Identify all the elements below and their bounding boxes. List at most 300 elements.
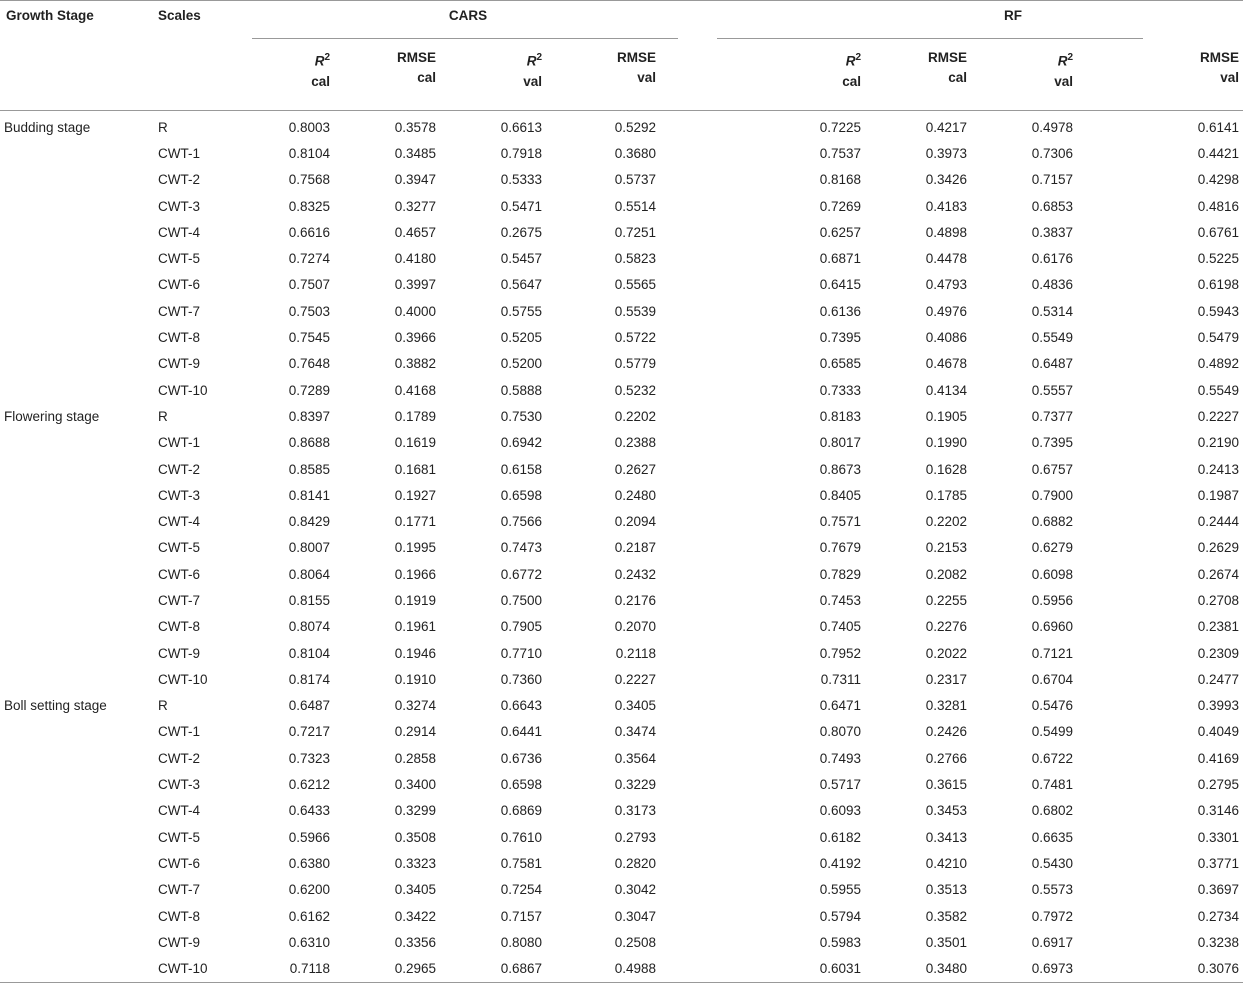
value-cell: 0.3076 xyxy=(1101,956,1243,983)
scale-cell: CWT-5 xyxy=(158,251,200,267)
table-row xyxy=(0,666,1243,692)
value-cell: 0.3564 xyxy=(614,750,657,766)
value-cell: 0.7679 xyxy=(819,540,862,556)
metric-name: RMSE xyxy=(617,50,657,65)
table-row xyxy=(0,403,1243,429)
spacer-cell xyxy=(684,508,783,534)
value-cell: 0.2070 xyxy=(614,619,657,635)
value-cell: 0.3299 xyxy=(394,803,436,819)
value-cell: 0.4816 xyxy=(1197,198,1240,214)
value-cell: 0.1905 xyxy=(925,408,968,424)
header-spacer xyxy=(684,1,783,49)
value-cell: 0.7453 xyxy=(819,592,862,608)
header-blank-stage xyxy=(0,48,156,111)
value-cell: 0.5888 xyxy=(500,382,542,398)
value-cell: 0.6441 xyxy=(500,724,542,740)
value-cell: 0.2675 xyxy=(500,224,542,240)
value-cell: 0.3771 xyxy=(1197,855,1240,871)
spacer-cell xyxy=(684,798,783,824)
value-cell: 0.6487 xyxy=(1031,356,1074,372)
scale-cell: CWT-2 xyxy=(158,172,200,188)
value-cell: 0.7157 xyxy=(500,908,542,924)
spacer-cell xyxy=(684,219,783,245)
value-cell: 0.7121 xyxy=(1031,645,1074,661)
value-cell: 0.5200 xyxy=(500,356,542,372)
metric-dataset: val xyxy=(523,73,542,89)
value-cell: 0.2627 xyxy=(614,461,657,477)
value-cell: 0.2202 xyxy=(925,514,968,530)
table-row xyxy=(0,535,1243,561)
growth-stage-cell xyxy=(0,850,156,876)
metric-name: R xyxy=(1057,53,1068,69)
spacer-cell xyxy=(684,956,783,983)
value-cell: 0.5314 xyxy=(1031,303,1074,319)
value-cell: 0.2227 xyxy=(614,671,657,687)
table-row xyxy=(0,193,1243,219)
table-row xyxy=(0,745,1243,771)
table-row xyxy=(0,798,1243,824)
value-cell: 0.6487 xyxy=(288,698,330,714)
value-cell: 0.5205 xyxy=(500,330,542,346)
value-cell: 0.4168 xyxy=(394,382,436,398)
value-cell: 0.3508 xyxy=(394,829,436,845)
metric-superscript: 2 xyxy=(855,52,862,63)
value-cell: 0.4000 xyxy=(394,303,436,319)
value-cell: 0.1995 xyxy=(394,540,436,556)
value-cell: 0.4086 xyxy=(925,330,968,346)
metric-dataset: cal xyxy=(842,73,862,89)
value-cell: 0.6869 xyxy=(500,803,542,819)
value-cell: 0.3997 xyxy=(394,277,436,293)
value-cell: 0.4657 xyxy=(394,224,436,240)
spacer-cell xyxy=(684,614,783,640)
value-cell: 0.6198 xyxy=(1197,277,1240,293)
value-cell: 0.8064 xyxy=(288,566,330,582)
spacer-cell xyxy=(684,245,783,271)
value-cell: 0.7225 xyxy=(819,119,862,135)
value-cell: 0.7900 xyxy=(1031,487,1074,503)
spacer-cell xyxy=(684,140,783,166)
header-rf-metric-0 xyxy=(783,48,889,111)
value-cell: 0.7566 xyxy=(500,514,542,530)
value-cell: 0.2480 xyxy=(614,487,657,503)
value-cell: 0.3615 xyxy=(925,777,968,793)
table-row xyxy=(0,456,1243,482)
scale-cell: R xyxy=(158,408,168,424)
value-cell: 0.6200 xyxy=(288,882,330,898)
value-cell: 0.3173 xyxy=(614,803,657,819)
growth-stage-cell xyxy=(0,482,156,508)
value-cell: 0.6736 xyxy=(500,750,542,766)
value-cell: 0.5573 xyxy=(1031,882,1074,898)
value-cell: 0.7503 xyxy=(288,303,330,319)
value-cell: 0.6162 xyxy=(288,908,330,924)
value-cell: 0.6867 xyxy=(464,956,570,983)
value-cell: 0.7507 xyxy=(288,277,330,293)
growth-stage-cell: Flowering stage xyxy=(4,408,100,424)
scale-cell: R xyxy=(158,119,168,135)
value-cell: 0.5430 xyxy=(1031,855,1074,871)
value-cell: 0.5955 xyxy=(819,882,862,898)
value-cell: 0.7918 xyxy=(500,145,542,161)
value-cell: 0.3993 xyxy=(1197,698,1240,714)
value-cell: 0.5779 xyxy=(614,356,657,372)
growth-stage-cell xyxy=(0,956,156,983)
value-cell: 0.3513 xyxy=(925,882,968,898)
value-cell: 0.7377 xyxy=(1031,408,1074,424)
header-blank-spacer xyxy=(684,48,783,111)
growth-stage-cell xyxy=(0,587,156,613)
growth-stage-cell xyxy=(0,245,156,271)
value-cell: 0.8429 xyxy=(288,514,330,530)
value-cell: 0.2190 xyxy=(1197,435,1240,451)
scale-cell: CWT-5 xyxy=(158,829,200,845)
value-cell: 0.4898 xyxy=(925,224,968,240)
value-cell: 0.2477 xyxy=(1197,671,1240,687)
value-cell: 0.4134 xyxy=(925,382,968,398)
value-cell: 0.8007 xyxy=(288,540,330,556)
metric-dataset: cal xyxy=(948,70,968,85)
value-cell: 0.2766 xyxy=(925,750,968,766)
value-cell: 0.1910 xyxy=(394,671,436,687)
value-cell: 0.3400 xyxy=(394,777,436,793)
value-cell: 0.5232 xyxy=(614,382,657,398)
value-cell: 0.7473 xyxy=(500,540,542,556)
scale-cell: CWT-10 xyxy=(158,671,208,687)
value-cell: 0.3453 xyxy=(925,803,968,819)
value-cell: 0.6093 xyxy=(819,803,862,819)
value-cell: 0.4478 xyxy=(925,251,968,267)
growth-stage-cell xyxy=(0,877,156,903)
value-cell: 0.4421 xyxy=(1197,145,1240,161)
growth-stage-cell xyxy=(0,140,156,166)
spacer-cell xyxy=(684,850,783,876)
value-cell: 0.7972 xyxy=(1031,908,1074,924)
value-cell: 0.3947 xyxy=(394,172,436,188)
growth-stage-cell xyxy=(0,167,156,193)
table-row xyxy=(0,693,1243,719)
scale-cell: CWT-6 xyxy=(158,855,200,871)
scale-cell: R xyxy=(158,698,168,714)
table-row xyxy=(0,640,1243,666)
cars-group-rule xyxy=(252,38,678,39)
value-cell: 0.5943 xyxy=(1197,303,1240,319)
value-cell: 0.5823 xyxy=(614,251,657,267)
metric-name: R xyxy=(526,53,537,69)
metric-superscript: 2 xyxy=(536,52,542,63)
value-cell: 0.8397 xyxy=(288,408,330,424)
value-cell: 0.4183 xyxy=(925,198,968,214)
value-cell: 0.3480 xyxy=(889,956,995,983)
spacer-cell xyxy=(684,403,783,429)
value-cell: 0.5983 xyxy=(819,934,862,950)
value-cell: 0.1628 xyxy=(925,461,968,477)
value-cell: 0.1961 xyxy=(394,619,436,635)
value-cell: 0.5514 xyxy=(614,198,657,214)
value-cell: 0.4678 xyxy=(925,356,968,372)
growth-stage-cell xyxy=(0,745,156,771)
value-cell: 0.2508 xyxy=(614,934,657,950)
spacer-cell xyxy=(684,693,783,719)
scale-cell: CWT-10 xyxy=(158,382,208,398)
value-cell: 0.3474 xyxy=(614,724,657,740)
value-cell: 0.1919 xyxy=(394,592,436,608)
value-cell: 0.6882 xyxy=(1031,514,1074,530)
value-cell: 0.6722 xyxy=(1031,750,1074,766)
value-cell: 0.3042 xyxy=(614,882,657,898)
scale-cell: CWT-9 xyxy=(158,934,200,950)
value-cell: 0.8688 xyxy=(288,435,330,451)
value-cell: 0.5225 xyxy=(1197,251,1240,267)
spacer-cell xyxy=(684,298,783,324)
value-cell: 0.5549 xyxy=(1031,330,1074,346)
spacer-cell xyxy=(684,456,783,482)
metric-dataset: cal xyxy=(417,70,436,85)
value-cell: 0.5471 xyxy=(500,198,542,214)
value-cell: 0.7545 xyxy=(288,330,330,346)
header-cars-metric-3 xyxy=(570,48,684,111)
value-cell: 0.3837 xyxy=(1031,224,1074,240)
value-cell: 0.8155 xyxy=(288,592,330,608)
value-cell: 0.6802 xyxy=(1031,803,1074,819)
value-cell: 0.3882 xyxy=(394,356,436,372)
value-cell: 0.3281 xyxy=(925,698,968,714)
value-cell: 0.8141 xyxy=(288,487,330,503)
spacer-cell xyxy=(684,587,783,613)
value-cell: 0.5794 xyxy=(819,908,862,924)
value-cell: 0.4192 xyxy=(819,855,862,871)
value-cell: 0.7952 xyxy=(819,645,862,661)
value-cell: 0.2965 xyxy=(358,956,464,983)
value-cell: 0.6031 xyxy=(783,956,889,983)
value-cell: 0.5722 xyxy=(614,330,657,346)
growth-stage-cell xyxy=(0,298,156,324)
value-cell: 0.7395 xyxy=(819,330,862,346)
value-cell: 0.6635 xyxy=(1031,829,1074,845)
table-row xyxy=(0,351,1243,377)
value-cell: 0.2820 xyxy=(614,855,657,871)
header-blank-scale xyxy=(156,48,252,111)
value-cell: 0.6704 xyxy=(1031,671,1074,687)
value-cell: 0.5565 xyxy=(614,277,657,293)
scale-cell: CWT-4 xyxy=(158,514,200,530)
value-cell: 0.5755 xyxy=(500,303,542,319)
value-cell: 0.5647 xyxy=(500,277,542,293)
value-cell: 0.2176 xyxy=(614,592,657,608)
value-cell: 0.7254 xyxy=(500,882,542,898)
value-cell: 0.4169 xyxy=(1197,750,1240,766)
value-cell: 0.4180 xyxy=(394,251,436,267)
value-cell: 0.2187 xyxy=(614,540,657,556)
value-cell: 0.6176 xyxy=(1031,251,1074,267)
spacer-cell xyxy=(684,666,783,692)
value-cell: 0.7405 xyxy=(819,619,862,635)
value-cell: 0.8673 xyxy=(819,461,862,477)
scale-cell: CWT-1 xyxy=(158,435,200,451)
growth-stage-cell xyxy=(0,824,156,850)
value-cell: 0.7493 xyxy=(819,750,862,766)
scale-cell: CWT-3 xyxy=(158,777,200,793)
value-cell: 0.6917 xyxy=(1031,934,1074,950)
growth-stage-cell xyxy=(0,929,156,955)
value-cell: 0.6212 xyxy=(288,777,330,793)
value-cell: 0.3578 xyxy=(394,119,436,135)
value-cell: 0.8325 xyxy=(288,198,330,214)
value-cell: 0.2914 xyxy=(394,724,436,740)
value-cell: 0.2082 xyxy=(925,566,968,582)
value-cell: 0.6380 xyxy=(288,855,330,871)
growth-stage-cell xyxy=(0,561,156,587)
value-cell: 0.3697 xyxy=(1197,882,1240,898)
value-cell: 0.7251 xyxy=(614,224,657,240)
value-cell: 0.6871 xyxy=(819,251,862,267)
table-row xyxy=(0,219,1243,245)
value-cell: 0.5717 xyxy=(819,777,862,793)
value-cell: 0.1619 xyxy=(394,435,436,451)
table-row xyxy=(0,877,1243,903)
scale-cell: CWT-9 xyxy=(158,356,200,372)
growth-stage-cell xyxy=(0,193,156,219)
value-cell: 0.2094 xyxy=(614,514,657,530)
value-cell: 0.7829 xyxy=(819,566,862,582)
value-cell: 0.3277 xyxy=(394,198,436,214)
value-cell: 0.7217 xyxy=(288,724,330,740)
spacer-cell xyxy=(684,824,783,850)
value-cell: 0.1946 xyxy=(394,645,436,661)
value-cell: 0.5499 xyxy=(1031,724,1074,740)
value-cell: 0.6960 xyxy=(1031,619,1074,635)
table-row xyxy=(0,140,1243,166)
value-cell: 0.1771 xyxy=(394,514,436,530)
value-cell: 0.3680 xyxy=(614,145,657,161)
metric-name: RMSE xyxy=(928,50,968,65)
table-row xyxy=(0,719,1243,745)
value-cell: 0.8003 xyxy=(288,119,330,135)
growth-stage-cell xyxy=(0,640,156,666)
value-cell: 0.4892 xyxy=(1197,356,1240,372)
growth-stage-cell xyxy=(0,377,156,403)
value-cell: 0.6310 xyxy=(288,934,330,950)
header-cars: CARS xyxy=(252,1,684,49)
scale-cell: CWT-7 xyxy=(158,303,200,319)
value-cell: 0.6598 xyxy=(500,777,542,793)
value-cell: 0.6585 xyxy=(819,356,862,372)
spacer-cell xyxy=(684,272,783,298)
value-cell: 0.1927 xyxy=(394,487,436,503)
metric-dataset: val xyxy=(637,70,657,85)
header-growth-stage: Growth Stage xyxy=(0,1,156,49)
value-cell: 0.1785 xyxy=(925,487,968,503)
table-body xyxy=(0,111,1243,983)
value-cell: 0.7530 xyxy=(500,408,542,424)
value-cell: 0.4298 xyxy=(1197,172,1240,188)
table-row xyxy=(0,272,1243,298)
table-row xyxy=(0,377,1243,403)
table-row xyxy=(0,111,1243,141)
table-row xyxy=(0,167,1243,193)
value-cell: 0.7157 xyxy=(1031,172,1074,188)
table-row xyxy=(0,850,1243,876)
scale-cell: CWT-8 xyxy=(158,908,200,924)
spacer-cell xyxy=(684,324,783,350)
growth-stage-cell xyxy=(0,272,156,298)
growth-stage-cell xyxy=(0,430,156,456)
rf-group-rule xyxy=(717,38,1143,39)
value-cell: 0.5457 xyxy=(500,251,542,267)
value-cell: 0.7269 xyxy=(819,198,862,214)
growth-stage-cell xyxy=(0,614,156,640)
value-cell: 0.3356 xyxy=(394,934,436,950)
value-cell: 0.6853 xyxy=(1031,198,1074,214)
value-cell: 0.3323 xyxy=(394,855,436,871)
value-cell: 0.4978 xyxy=(1031,119,1074,135)
value-cell: 0.6757 xyxy=(1031,461,1074,477)
value-cell: 0.8074 xyxy=(288,619,330,635)
value-cell: 0.6772 xyxy=(500,566,542,582)
table-row xyxy=(0,324,1243,350)
value-cell: 0.3146 xyxy=(1197,803,1240,819)
value-cell: 0.1987 xyxy=(1197,487,1240,503)
growth-stage-cell xyxy=(0,508,156,534)
header-row-metrics xyxy=(0,48,1243,111)
value-cell: 0.8070 xyxy=(819,724,862,740)
value-cell: 0.3238 xyxy=(1197,934,1240,950)
value-cell: 0.3422 xyxy=(394,908,436,924)
value-cell: 0.2202 xyxy=(614,408,657,424)
value-cell: 0.4976 xyxy=(925,303,968,319)
value-cell: 0.6643 xyxy=(500,698,542,714)
scale-cell: CWT-6 xyxy=(158,566,200,582)
growth-stage-cell xyxy=(0,666,156,692)
scale-cell: CWT-3 xyxy=(158,487,200,503)
value-cell: 0.2227 xyxy=(1197,408,1240,424)
metric-name: RMSE xyxy=(396,50,436,65)
value-cell: 0.6942 xyxy=(500,435,542,451)
value-cell: 0.6158 xyxy=(500,461,542,477)
value-cell: 0.6136 xyxy=(819,303,862,319)
value-cell: 0.2795 xyxy=(1197,777,1240,793)
value-cell: 0.8405 xyxy=(819,487,862,503)
spacer-cell xyxy=(684,167,783,193)
value-cell: 0.2022 xyxy=(925,645,968,661)
value-cell: 0.7289 xyxy=(288,382,330,398)
growth-stage-cell xyxy=(0,719,156,745)
metric-name: R xyxy=(314,53,325,69)
value-cell: 0.7610 xyxy=(500,829,542,845)
value-cell: 0.8585 xyxy=(288,461,330,477)
value-cell: 0.7905 xyxy=(500,619,542,635)
spacer-cell xyxy=(684,111,783,141)
value-cell: 0.3582 xyxy=(925,908,968,924)
header-rf: RF xyxy=(783,1,1243,49)
value-cell: 0.2444 xyxy=(1197,514,1240,530)
value-cell: 0.5549 xyxy=(1197,382,1240,398)
value-cell: 0.7118 xyxy=(252,956,358,983)
value-cell: 0.6257 xyxy=(819,224,862,240)
value-cell: 0.8174 xyxy=(288,671,330,687)
value-cell: 0.8104 xyxy=(288,645,330,661)
value-cell: 0.2118 xyxy=(615,645,657,661)
metric-dataset: val xyxy=(1054,73,1074,89)
value-cell: 0.1990 xyxy=(925,435,968,451)
value-cell: 0.6415 xyxy=(819,277,862,293)
table-row xyxy=(0,298,1243,324)
value-cell: 0.5292 xyxy=(614,119,657,135)
scale-cell: CWT-10 xyxy=(156,956,252,983)
scale-cell: CWT-8 xyxy=(158,619,200,635)
value-cell: 0.4836 xyxy=(1031,277,1074,293)
scale-cell: CWT-6 xyxy=(158,277,200,293)
